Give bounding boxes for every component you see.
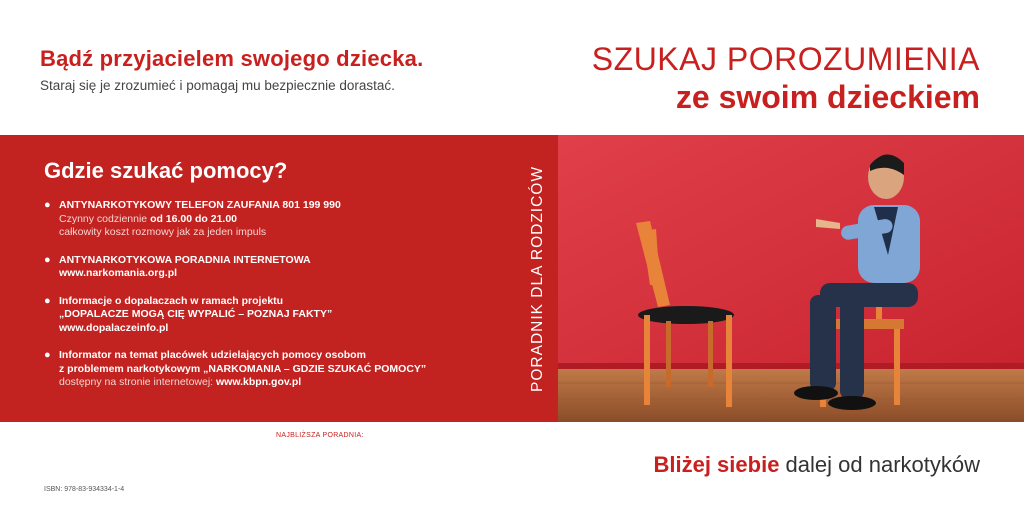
- header-title: Bądź przyjacielem swojego dziecka.: [40, 46, 424, 71]
- header-left: [40, 46, 510, 93]
- vertical-label: PORADNIK DLA RODZICÓW: [529, 165, 546, 392]
- help-item-heading: ANTYNARKOTYKOWA PORADNIA INTERNETOWA: [59, 253, 311, 266]
- headline-line1: SZUKAJ POROZUMIENIA: [591, 41, 980, 77]
- photo-illustration: [558, 135, 1024, 422]
- cover-photo: [558, 135, 1024, 422]
- help-item-link[interactable]: www.dopalaczeinfo.pl: [59, 321, 169, 334]
- isbn: ISBN: 978-83-934334-1-4: [44, 486, 125, 493]
- help-panel: [0, 135, 558, 422]
- help-item-online-clinic: [44, 254, 494, 281]
- bullet-icon: ●: [44, 349, 51, 361]
- headline-line2: ze swoim dzieckiem: [675, 79, 980, 115]
- help-item-project: „DOPALACZE MOGĄ CIĘ WYPALIĆ – POZNAJ FAKTY”: [59, 308, 333, 320]
- help-item-link[interactable]: www.kbpn.gov.pl: [216, 376, 302, 388]
- bullet-icon: ●: [44, 253, 51, 266]
- help-title: Gdzie szukać pomocy?: [44, 158, 288, 183]
- floor: [558, 369, 1024, 422]
- help-item-text: dostępny na stronie internetowej: www.kbpn.gov.pl: [59, 376, 302, 388]
- header-right: [592, 40, 980, 116]
- help-list: [44, 199, 494, 404]
- help-item-dopalacze: [44, 295, 494, 336]
- bullet-icon: ●: [44, 294, 51, 307]
- help-item-text: Czynny codziennie od 16.00 do 21.00: [59, 212, 238, 225]
- wall: [558, 135, 1024, 367]
- help-item-heading: Informacje o dopalaczach w ramach projektu: [59, 294, 284, 307]
- nearest-clinic-label: NAJBLIŻSZA PORADNIA:: [276, 432, 364, 439]
- header-subtitle: Staraj się je zrozumieć i pomagaj mu bezpiecznie dorastać.: [40, 78, 395, 93]
- help-item-heading: z problemem narkotykowym „NARKOMANIA – GDZIE SZUKAĆ POMOCY”: [59, 362, 427, 375]
- help-item-heading: ANTYNARKOTYKOWY TELEFON ZAUFANIA 801 199 990: [59, 199, 341, 211]
- tagline-rest: dalej od narkotyków: [779, 452, 980, 477]
- tagline: [653, 452, 980, 478]
- help-item-informator: [44, 349, 494, 390]
- help-item-heading: Informator na temat placówek udzielających pomocy osobom: [59, 349, 366, 361]
- skirting: [558, 363, 1024, 369]
- tagline-emphasis: Bliżej siebie: [653, 452, 780, 477]
- help-item-text: całkowity koszt rozmowy jak za jeden impuls: [59, 226, 267, 238]
- bullet-icon: ●: [44, 199, 51, 211]
- help-item-link[interactable]: www.narkomania.org.pl: [59, 267, 178, 279]
- help-item-hotline: [44, 199, 494, 240]
